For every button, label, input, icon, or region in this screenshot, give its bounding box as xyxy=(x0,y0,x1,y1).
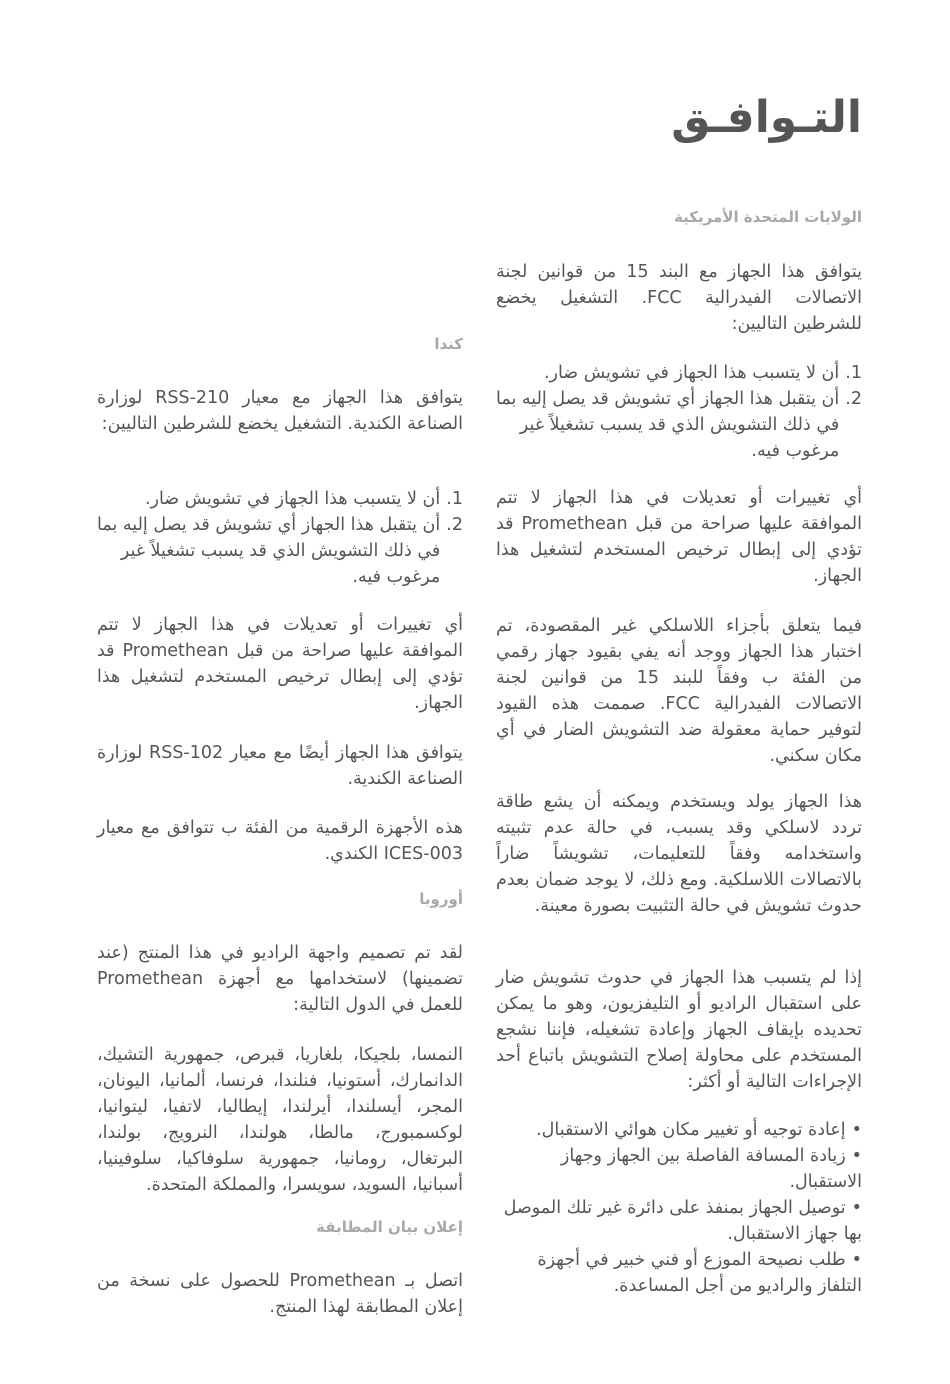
bullet-icon: • xyxy=(851,1198,862,1218)
list-number: 2. xyxy=(845,389,862,409)
canada-intro: يتوافق هذا الجهاز مع معيار RSS-210 لوزارة الصناعة الكندية. التشغيل يخضع للشرطين التاليين: xyxy=(97,388,464,434)
canada-heading: كندا xyxy=(434,335,463,353)
list-text: أن لا يتسبب هذا الجهاز في تشويش ضار. xyxy=(144,489,441,509)
usa-radiators-paragraph: فيما يتعلق بأجزاء اللاسلكي غير المقصودة، تم اختبار هذا الجهاز ووجد أنه يفي بقيود جهاز رقمي من الفئة ب وفقاً للبند 15 من قوانين لجنة الاتصالات الفيدرالية FCC. صممت هذه القيود لتوفير حماية معقولة ضد التشويش الضار في أي مكان سكني. xyxy=(496,616,862,766)
list-item xyxy=(97,512,463,590)
europe-heading: أوروبا xyxy=(419,890,463,908)
declaration-heading: إعلان بيان المطابقة xyxy=(316,1218,463,1236)
list-number: 2. xyxy=(446,515,463,535)
canada-changes-paragraph: أي تغييرات أو تعديلات في هذا الجهاز لا تتم الموافقة عليها صراحة من قبل Promethean قد تؤدي إلى إبطال ترخيص المستخدم لتشغيل هذا الجهاز. xyxy=(97,615,463,713)
list-text: توصيل الجهاز بمنفذ على دائرة غير تلك الموصل بها جهاز الاستقبال. xyxy=(503,1198,862,1244)
europe-countries-paragraph: النمسا، بلجيكا، بلغاريا، قبرص، جمهورية التشيك، الدانمارك، أستونيا، فنلندا، فرنسا، ألمانيا، اليونان، المجر، أيسلندا، أيرلندا، إيطاليا، لاتفيا، ليتوانيا، لوكسمبورج، مالطا، هولندا، النرويج، بولندا، البرتغال، رومانيا، جمهورية سلوفاكيا، سلوفينيا، أسبانيا، السويد، سويسرا، والمملكة المتحدة. xyxy=(97,1045,463,1195)
canada-conditions-list xyxy=(97,486,463,590)
list-item xyxy=(496,1143,862,1195)
page-title: التـوافـق xyxy=(671,92,862,143)
list-text: أن يتقبل هذا الجهاز أي تشويش قد يصل إليه بما في ذلك التشويش الذي قد يسبب تشغيلاً غير مرغوب فيه. xyxy=(97,515,441,587)
list-text: إعادة توجيه أو تغيير مكان هوائي الاستقبال. xyxy=(536,1120,846,1140)
list-text: أن يتقبل هذا الجهاز أي تشويش قد يصل إليه بما في ذلك التشويش الذي قد يسبب تشغيلاً غير مرغوب فيه. xyxy=(496,389,840,461)
list-item xyxy=(496,1195,862,1247)
usa-intro: يتوافق هذا الجهاز مع البند 15 من قوانين لجنة الاتصالات الفيدرالية FCC. التشغيل يخضع للشرطين التاليين: xyxy=(496,262,862,334)
usa-changes-paragraph: أي تغييرات أو تعديلات في هذا الجهاز لا تتم الموافقة عليها صراحة من قبل Promethean قد تؤدي إلى إبطال ترخيص المستخدم لتشغيل هذا الجهاز. xyxy=(496,488,862,586)
usa-measures-list xyxy=(496,1117,862,1299)
bullet-icon: • xyxy=(851,1120,862,1140)
usa-heading: الولايات المتحدة الأمريكية xyxy=(674,208,862,226)
list-number: 1. xyxy=(845,363,862,383)
canada-ices-paragraph: هذه الأجهزة الرقمية من الفئة ب تتوافق مع معيار ICES-003 الكندي. xyxy=(97,818,463,864)
list-text: زيادة المسافة الفاصلة بين الجهاز وجهاز الاستقبال. xyxy=(560,1146,862,1192)
list-text: طلب نصيحة الموزع أو فني خبير في أجهزة التلفاز والراديو من أجل المساعدة. xyxy=(537,1250,862,1296)
declaration-paragraph: اتصل بـ Promethean للحصول على نسخة من إعلان المطابقة لهذا المنتج. xyxy=(97,1271,463,1317)
bullet-icon: • xyxy=(851,1146,862,1166)
canada-rss102-paragraph: يتوافق هذا الجهاز أيضًا مع معيار RSS-102 لوزارة الصناعة الكندية. xyxy=(97,743,463,789)
usa-energy-paragraph: هذا الجهاز يولد ويستخدم ويمكنه أن يشع طاقة تردد لاسلكي وقد يسبب، في حالة عدم تثبيته واستخدامه وفقاً للتعليمات، تشويشاً ضاراً بالاتصالات اللاسلكية. ومع ذلك، لا يوجد ضمان بعدم حدوث تشويش في حالة التثبيت بصورة معينة. xyxy=(496,792,862,916)
list-item xyxy=(97,486,463,512)
list-item xyxy=(496,386,862,464)
list-item xyxy=(496,1117,862,1143)
bullet-icon: • xyxy=(851,1250,862,1270)
list-text: أن لا يتسبب هذا الجهاز في تشويش ضار. xyxy=(543,363,840,383)
list-item xyxy=(496,1247,862,1299)
europe-intro: لقد تم تصميم واجهة الراديو في هذا المنتج (عند تضمينها) لاستخدامها مع أجهزة Promethean للعمل في الدول التالية: xyxy=(97,943,463,1015)
usa-conditions-list xyxy=(496,360,862,464)
list-number: 1. xyxy=(446,489,463,509)
list-item xyxy=(496,360,862,386)
usa-interference-paragraph: إذا لم يتسبب هذا الجهاز في حدوث تشويش ضار على استقبال الراديو أو التليفزيون، وهو ما يمكن تحديده بإيقاف الجهاز وإعادة تشغيله، فإننا نشجع المستخدم على محاولة إصلاح التشويش باتباع أحد الإجراءات التالية أو أكثر: xyxy=(496,968,862,1092)
